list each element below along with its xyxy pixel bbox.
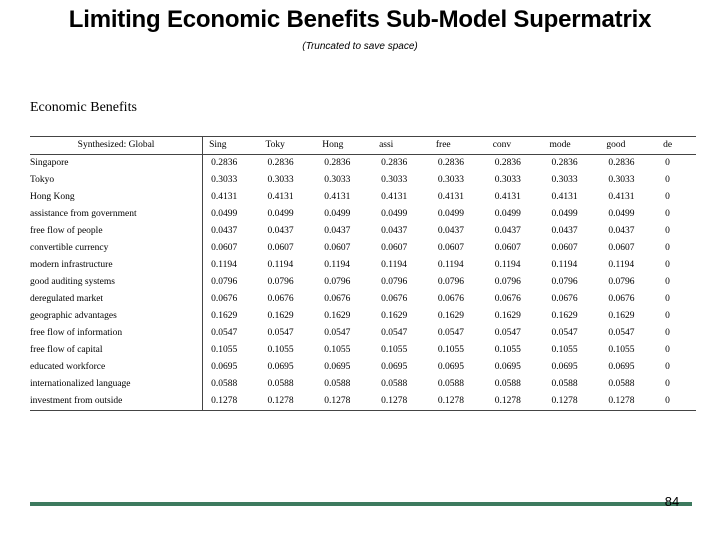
table-cell: 0.2836 — [324, 158, 351, 168]
table-row — [30, 240, 696, 257]
table-cell: 0.0437 — [211, 226, 238, 236]
row-label: geographic advantages — [30, 308, 203, 325]
table-row — [30, 155, 696, 173]
table-cell: 0 — [665, 362, 670, 372]
table-row — [30, 291, 696, 308]
table-row — [30, 172, 696, 189]
table-cell: 0.0437 — [551, 226, 578, 236]
row-label: assistance from government — [30, 206, 203, 223]
table-cell: 0.1629 — [551, 311, 578, 321]
table-cell: 0.0547 — [324, 328, 351, 338]
table-cell: 0.0796 — [324, 277, 351, 287]
table-cell: 0 — [665, 175, 670, 185]
table-cell: 0.0437 — [608, 226, 635, 236]
table-cell: 0.1629 — [494, 311, 521, 321]
table-cell: 0.0588 — [324, 379, 351, 389]
table-cell: 0.0499 — [211, 209, 238, 219]
table-cell: 0.0588 — [267, 379, 294, 389]
row-label: free flow of people — [30, 223, 203, 240]
table-cell: 0.0695 — [494, 362, 521, 372]
table-cell: 0.0695 — [551, 362, 578, 372]
table-cell: 0.2836 — [267, 158, 294, 168]
table-cell: 0.0607 — [551, 243, 578, 253]
table-cell: 0.2836 — [381, 158, 408, 168]
row-label: free flow of information — [30, 325, 203, 342]
table-cell: 0.0796 — [381, 277, 408, 287]
table-cell: 0.3033 — [211, 175, 238, 185]
row-label: free flow of capital — [30, 342, 203, 359]
table-cell: 0.1055 — [551, 345, 578, 355]
table-cell: 0.0796 — [437, 277, 464, 287]
table-cell: 0.1194 — [551, 260, 578, 270]
table-cell: 0.0676 — [324, 294, 351, 304]
table-cell: 0.1278 — [600, 393, 657, 411]
row-label: educated workforce — [30, 359, 203, 376]
table-cell: 0.3033 — [381, 175, 408, 185]
table-cell: 0.0437 — [324, 226, 351, 236]
table-cell: 0.0607 — [267, 243, 294, 253]
row-label: good auditing systems — [30, 274, 203, 291]
table-cell: 0.1055 — [267, 345, 294, 355]
table-cell: 0.0499 — [437, 209, 464, 219]
table-cell: 0.1278 — [203, 393, 260, 411]
column-header: assi — [373, 137, 430, 155]
table-cell: 0.0796 — [494, 277, 521, 287]
column-header: free — [430, 137, 487, 155]
footer-divider — [30, 502, 692, 506]
column-header: Sing — [203, 137, 260, 155]
table-row — [30, 308, 696, 325]
table-cell: 0.1055 — [494, 345, 521, 355]
table-cell: 0.3033 — [267, 175, 294, 185]
table-cell: 0.0588 — [608, 379, 635, 389]
table-cell: 0.1278 — [259, 393, 316, 411]
table-cell: 0.0547 — [267, 328, 294, 338]
table-row — [30, 274, 696, 291]
table-cell: 0.0437 — [267, 226, 294, 236]
table-cell: 0.1278 — [430, 393, 487, 411]
row-label: investment from outside — [30, 393, 203, 411]
table-cell: 0.0547 — [381, 328, 408, 338]
table-cell: 0 — [665, 379, 670, 389]
table-cell: 0.0588 — [437, 379, 464, 389]
table-cell: 0.1278 — [544, 393, 601, 411]
table-cell: 0.1278 — [373, 393, 430, 411]
table-cell: 0.4131 — [437, 192, 464, 202]
table-cell: 0 — [665, 260, 670, 270]
table-row — [30, 257, 696, 274]
row-label: Singapore — [30, 155, 203, 173]
table-cell: 0.4131 — [608, 192, 635, 202]
table-cell: 0.2836 — [608, 158, 635, 168]
table-cell: 0 — [665, 243, 670, 253]
table-cell: 0.0588 — [494, 379, 521, 389]
table-cell: 0.0676 — [608, 294, 635, 304]
table-cell: 0.0607 — [381, 243, 408, 253]
row-label: deregulated market — [30, 291, 203, 308]
table-cell: 0.0437 — [437, 226, 464, 236]
row-label: modern infrastructure — [30, 257, 203, 274]
table-cell: 0.0676 — [437, 294, 464, 304]
row-label: convertible currency — [30, 240, 203, 257]
table-row — [30, 189, 696, 206]
table-cell: 0.1629 — [437, 311, 464, 321]
table-cell: 0 — [665, 311, 670, 321]
table-cell: 0.1055 — [437, 345, 464, 355]
table-cell: 0.0588 — [381, 379, 408, 389]
table-cell: 0.3033 — [551, 175, 578, 185]
table-header-row — [30, 137, 696, 155]
table-cell: 0.1194 — [437, 260, 464, 270]
table-cell: 0.1629 — [608, 311, 635, 321]
table-cell: 0.0547 — [551, 328, 578, 338]
table-cell: 0.0499 — [381, 209, 408, 219]
table-cell: 0.0547 — [608, 328, 635, 338]
table-cell: 0.1278 — [316, 393, 373, 411]
row-label: Hong Kong — [30, 189, 203, 206]
table-cell: 0 — [665, 294, 670, 304]
table-cell: 0.3033 — [494, 175, 521, 185]
table-cell: 0.1194 — [494, 260, 521, 270]
table-cell: 0.0695 — [381, 362, 408, 372]
table-cell: 0 — [665, 158, 670, 168]
table-cell: 0.0676 — [211, 294, 238, 304]
table-cell: 0.0547 — [437, 328, 464, 338]
table-cell: 0.0676 — [494, 294, 521, 304]
table-cell: 0.1629 — [211, 311, 238, 321]
supermatrix-panel — [30, 100, 696, 412]
table-row — [30, 342, 696, 359]
table-cell: 0.0676 — [551, 294, 578, 304]
table-cell: 0.2836 — [437, 158, 464, 168]
table-row — [30, 206, 696, 223]
table-cell: 0.0607 — [608, 243, 635, 253]
table-cell: 0.1055 — [211, 345, 238, 355]
table-cell: 0 — [665, 226, 670, 236]
table-cell: 0.2836 — [494, 158, 521, 168]
table-cell: 0.0499 — [324, 209, 351, 219]
page-number: 84 — [664, 494, 680, 509]
table-cell: 0.0676 — [381, 294, 408, 304]
table-cell: 0.0437 — [494, 226, 521, 236]
table-cell: 0.1194 — [324, 260, 351, 270]
supermatrix-table — [30, 136, 696, 411]
table-cell: 0.1055 — [608, 345, 635, 355]
table-cell: 0.0796 — [551, 277, 578, 287]
table-cell: 0.1194 — [267, 260, 294, 270]
table-cell: 0.0499 — [608, 209, 635, 219]
slide-subtitle: (Truncated to save space) — [302, 41, 418, 52]
table-cell: 0.4131 — [267, 192, 294, 202]
table-cell: 0.0607 — [324, 243, 351, 253]
table-cell: 0 — [665, 328, 670, 338]
table-cell: 0.1194 — [608, 260, 635, 270]
table-cell: 0.4131 — [494, 192, 521, 202]
slide-title: Limiting Economic Benefits Sub-Model Supermatrix — [68, 6, 652, 33]
panel-heading: Economic Benefits — [30, 100, 137, 115]
table-cell: 0.0499 — [267, 209, 294, 219]
table-cell: 0.0695 — [324, 362, 351, 372]
table-row — [30, 359, 696, 376]
column-header: mode — [544, 137, 601, 155]
table-cell: 0.0796 — [267, 277, 294, 287]
column-header: Hong — [316, 137, 373, 155]
table-cell: 0.0437 — [381, 226, 408, 236]
table-cell: 0.0676 — [267, 294, 294, 304]
table-cell: 0.3033 — [324, 175, 351, 185]
column-header: conv — [487, 137, 544, 155]
table-cell: 0 — [665, 277, 670, 287]
table-cell: 0.0695 — [267, 362, 294, 372]
table-cell: 0.1278 — [487, 393, 544, 411]
table-cell: 0.1629 — [324, 311, 351, 321]
column-header: good — [600, 137, 657, 155]
table-cell: 0.2836 — [211, 158, 238, 168]
table-cell: 0.1629 — [381, 311, 408, 321]
table-cell: 0.0499 — [494, 209, 521, 219]
row-label: internationalized language — [30, 376, 203, 393]
table-cell: 0 — [657, 393, 696, 411]
table-cell: 0.0547 — [211, 328, 238, 338]
table-cell: 0.0607 — [437, 243, 464, 253]
table-row — [30, 325, 696, 342]
table-cell: 0.0695 — [437, 362, 464, 372]
column-header: de — [657, 137, 696, 155]
table-cell: 0 — [665, 209, 670, 219]
table-cell: 0.1055 — [381, 345, 408, 355]
table-cell: 0.4131 — [211, 192, 238, 202]
table-cell: 0.4131 — [381, 192, 408, 202]
column-header: Toky — [259, 137, 316, 155]
table-cell: 0.4131 — [551, 192, 578, 202]
table-cell: 0.4131 — [324, 192, 351, 202]
table-cell: 0.1194 — [381, 260, 407, 270]
row-label: Tokyo — [30, 172, 203, 189]
table-cell: 0.0588 — [551, 379, 578, 389]
table-cell: 0.1194 — [211, 260, 237, 270]
table-cell: 0.0796 — [608, 277, 635, 287]
table-cell: 0.0607 — [211, 243, 238, 253]
table-cell: 0.1055 — [324, 345, 351, 355]
table-cell: 0.0499 — [551, 209, 578, 219]
table-cell: 0.1629 — [267, 311, 294, 321]
table-cell: 0.0607 — [494, 243, 521, 253]
table-row — [30, 376, 696, 393]
table-cell: 0 — [665, 192, 670, 202]
table-cell: 0.0588 — [211, 379, 238, 389]
table-cell: 0.3033 — [608, 175, 635, 185]
table-cell: 0.0695 — [608, 362, 635, 372]
table-cell: 0.2836 — [551, 158, 578, 168]
table-body — [30, 155, 696, 411]
row-header-label: Synthesized: Global — [30, 137, 203, 155]
table-cell: 0.0695 — [211, 362, 238, 372]
table-cell: 0.0796 — [211, 277, 238, 287]
table-cell: 0 — [665, 345, 670, 355]
table-cell: 0.3033 — [437, 175, 464, 185]
table-cell: 0.0547 — [494, 328, 521, 338]
table-row — [30, 393, 696, 411]
table-row — [30, 223, 696, 240]
